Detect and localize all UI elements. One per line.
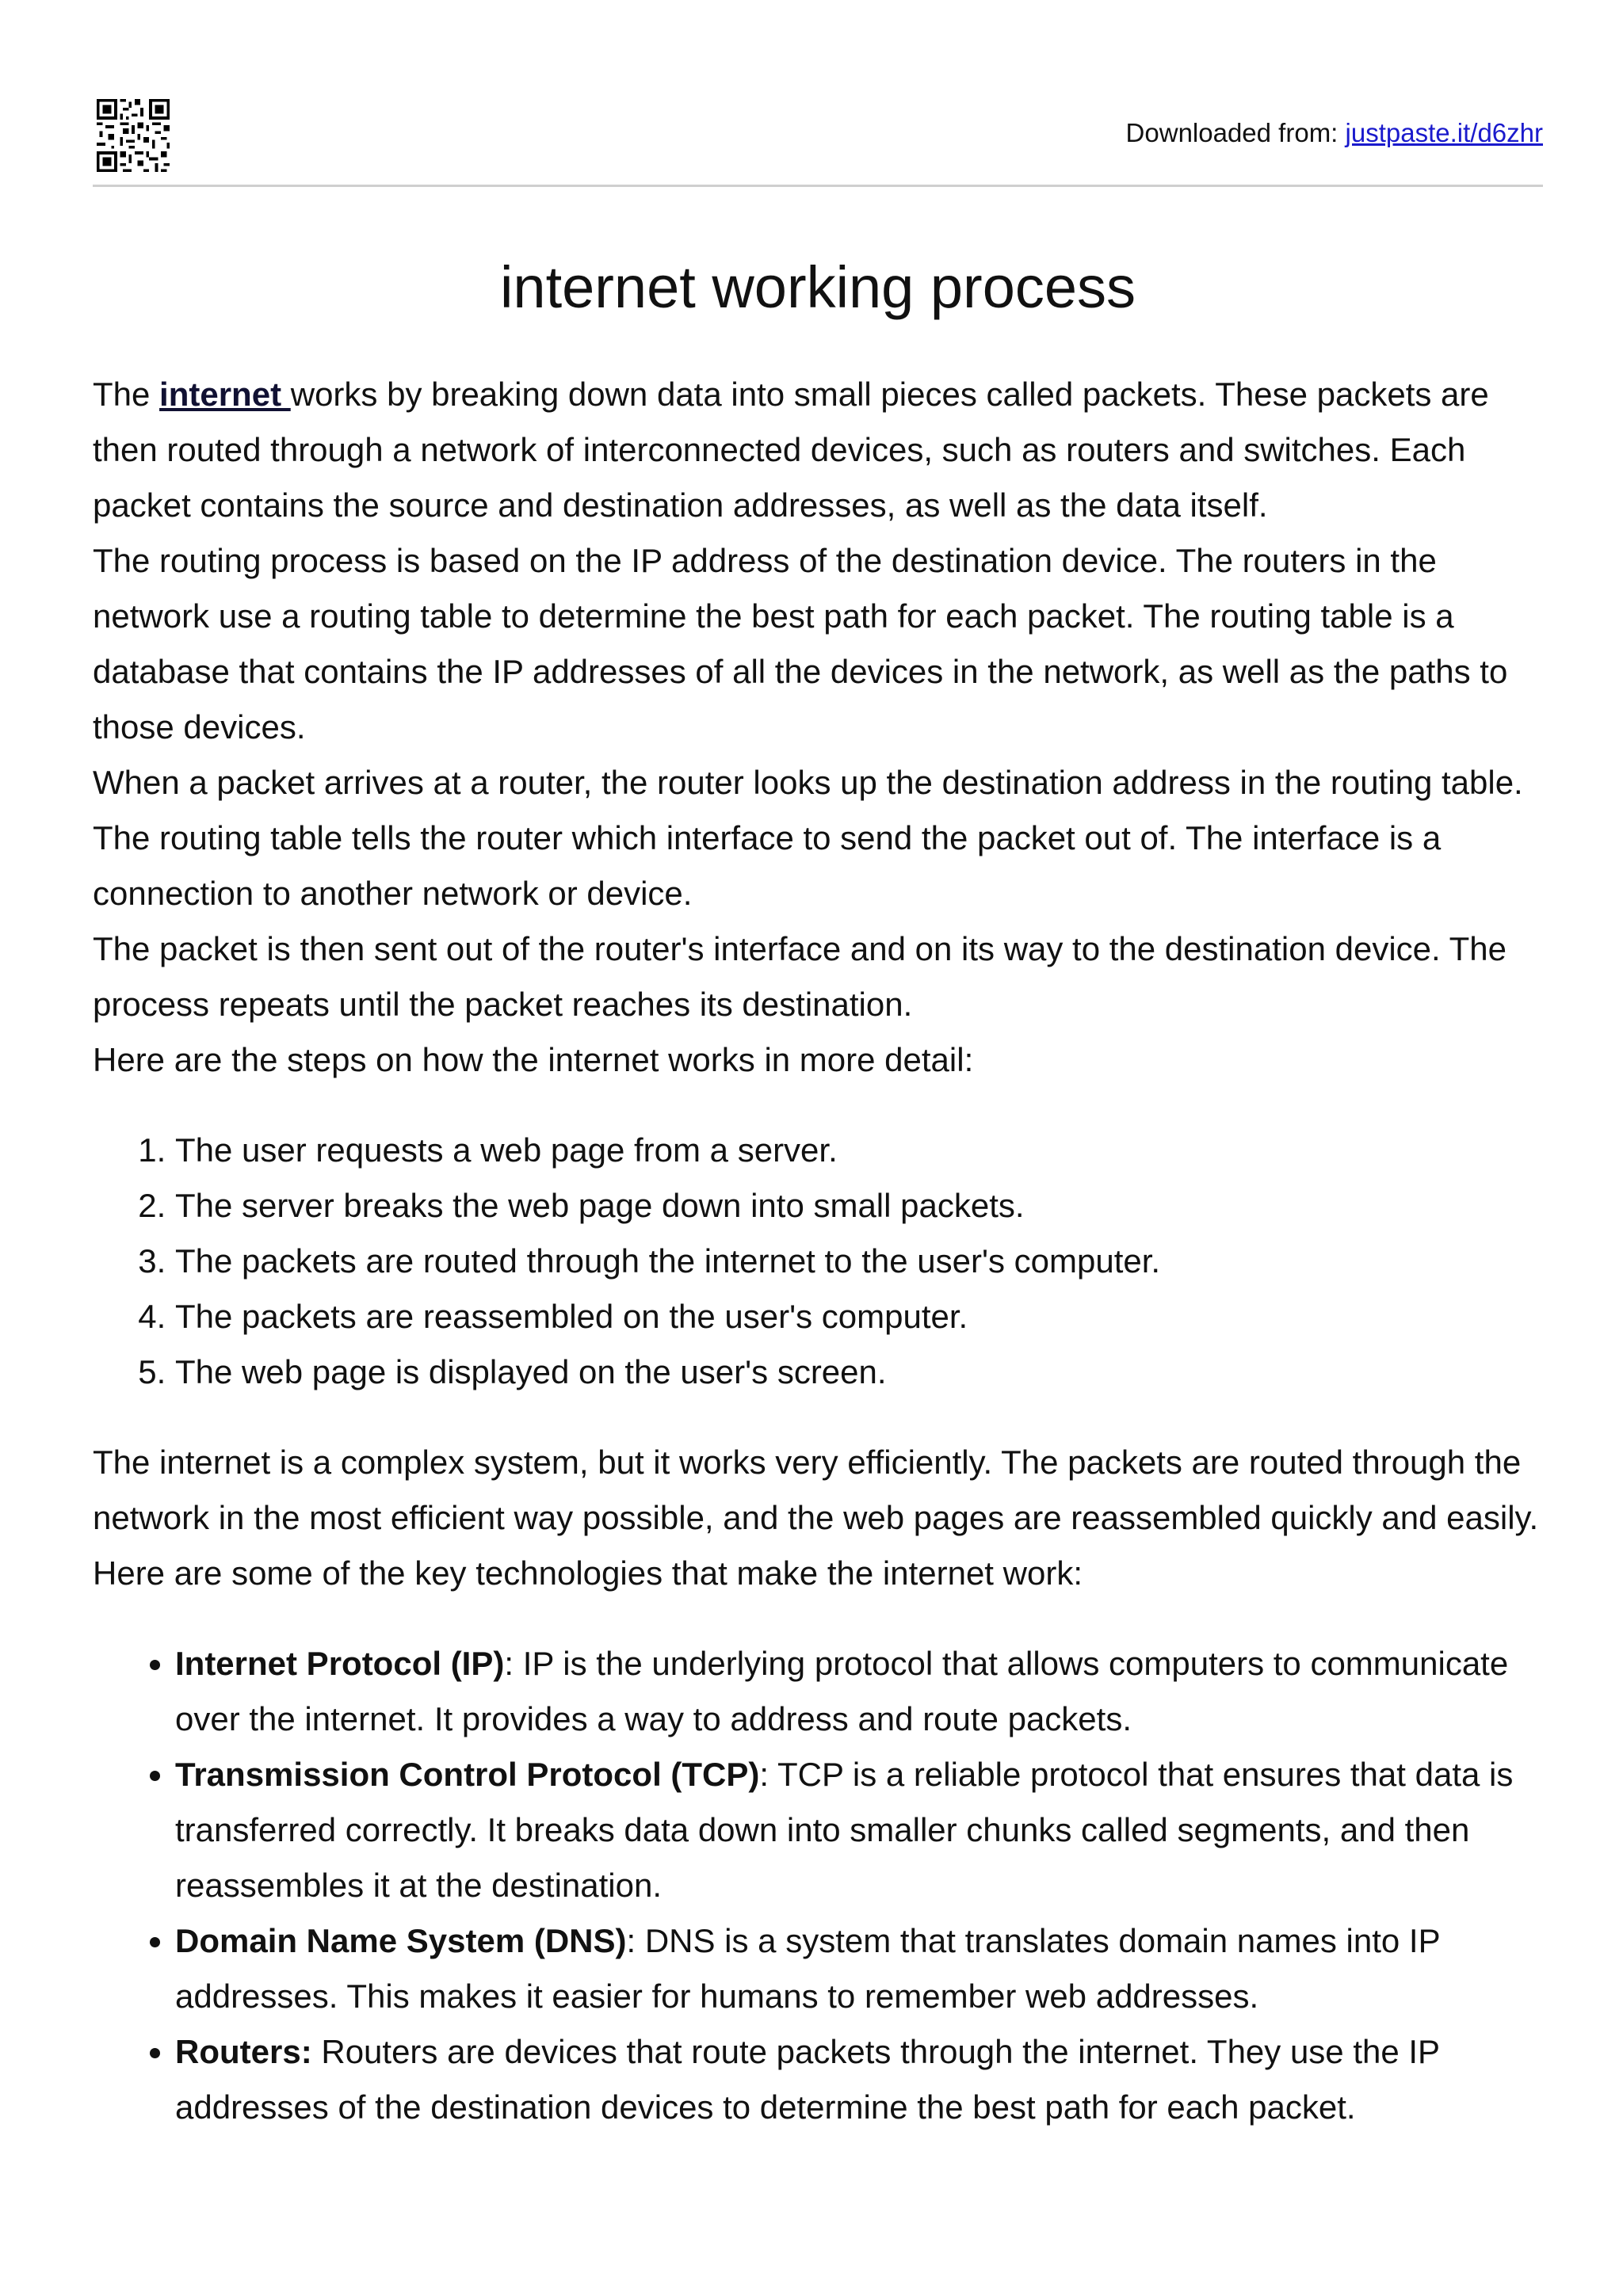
term-routers-desc: Routers are devices that route packets through the internet. They use the IP addresses of the destination devices to determine the best path for each packet. xyxy=(175,2033,1440,2126)
list-item xyxy=(175,2024,1543,2135)
list-item: 2. The server breaks the web page down into small packets. xyxy=(175,1178,1543,1234)
steps-list xyxy=(93,1123,1543,1400)
list-item: 5. The web page is displayed on the user's screen. xyxy=(175,1344,1543,1400)
term-ip-desc: : IP is the underlying protocol that allows computers to communicate over the internet. It provides a way to address and route packets. xyxy=(175,1645,1509,1737)
page-header xyxy=(93,93,1543,187)
paragraph-send-out: The packet is then sent out of the router's interface and on its way to the destination device. The process repeats until the packet reaches its destination. xyxy=(93,930,1507,1023)
term-dns: Domain Name System (DNS) xyxy=(175,1922,627,1959)
term-ip: Internet Protocol (IP) xyxy=(175,1645,505,1682)
list-item xyxy=(175,1636,1543,1747)
term-routers: Routers: xyxy=(175,2033,312,2070)
paragraph-intro xyxy=(93,367,1543,533)
internet-link[interactable]: internet xyxy=(159,376,291,413)
source-link[interactable]: justpaste.it/d6zhr xyxy=(1345,118,1543,147)
article-body xyxy=(93,367,1543,2170)
list-item xyxy=(175,1747,1543,1913)
list-item: 4. The packets are reassembled on the user's computer. xyxy=(175,1289,1543,1344)
list-item: 3. The packets are routed through the internet to the user's computer. xyxy=(175,1234,1543,1289)
term-tcp: Transmission Control Protocol (TCP) xyxy=(175,1756,760,1793)
downloaded-from xyxy=(1126,118,1543,148)
paragraph-steps-intro: Here are the steps on how the internet works in more detail: xyxy=(93,1041,974,1078)
paragraph-intro-rest: works by breaking down data into small pieces called packets. These packets are then routed through a network of interconnected devices, such as routers and switches. Each packet contains the source and destination addresses, as well as the data itself. xyxy=(93,376,1489,524)
downloaded-from-label: Downloaded from: xyxy=(1125,118,1346,147)
paragraph-router-lookup: When a packet arrives at a router, the router looks up the destination address in the routing table. The routing table tells the router which interface to send the packet out of. The interface is a connection to another network or device. xyxy=(93,764,1523,912)
term-dns-desc: : DNS is a system that translates domain names into IP addresses. This makes it easier for humans to remember web addresses. xyxy=(175,1922,1440,2015)
qr-code-icon xyxy=(97,99,170,172)
list-item: 1. The user requests a web page from a server. xyxy=(175,1123,1543,1178)
list-item xyxy=(175,1913,1543,2024)
paragraph-routing: The routing process is based on the IP address of the destination device. The routers in the network use a routing table to determine the best path for each packet. The routing table is a database that contains the IP addresses of all the devices in the network, as well as the paths to those devices. xyxy=(93,542,1508,746)
paragraph-complex-system: The internet is a complex system, but it works very efficiently. The packets are routed through the network in the most efficient way possible, and the web pages are reassembled quickly and easily. xyxy=(93,1444,1539,1536)
paragraph-intro-start: The xyxy=(93,376,160,413)
paragraph-technologies-intro: Here are some of the key technologies that make the internet work: xyxy=(93,1554,1083,1592)
term-tcp-desc: : TCP is a reliable protocol that ensures that data is transferred correctly. It breaks data down into smaller chunks called segments, and then reassembles it at the destination. xyxy=(175,1756,1514,1904)
technologies-list xyxy=(93,1636,1543,2135)
page-title: internet working process xyxy=(499,254,1136,320)
